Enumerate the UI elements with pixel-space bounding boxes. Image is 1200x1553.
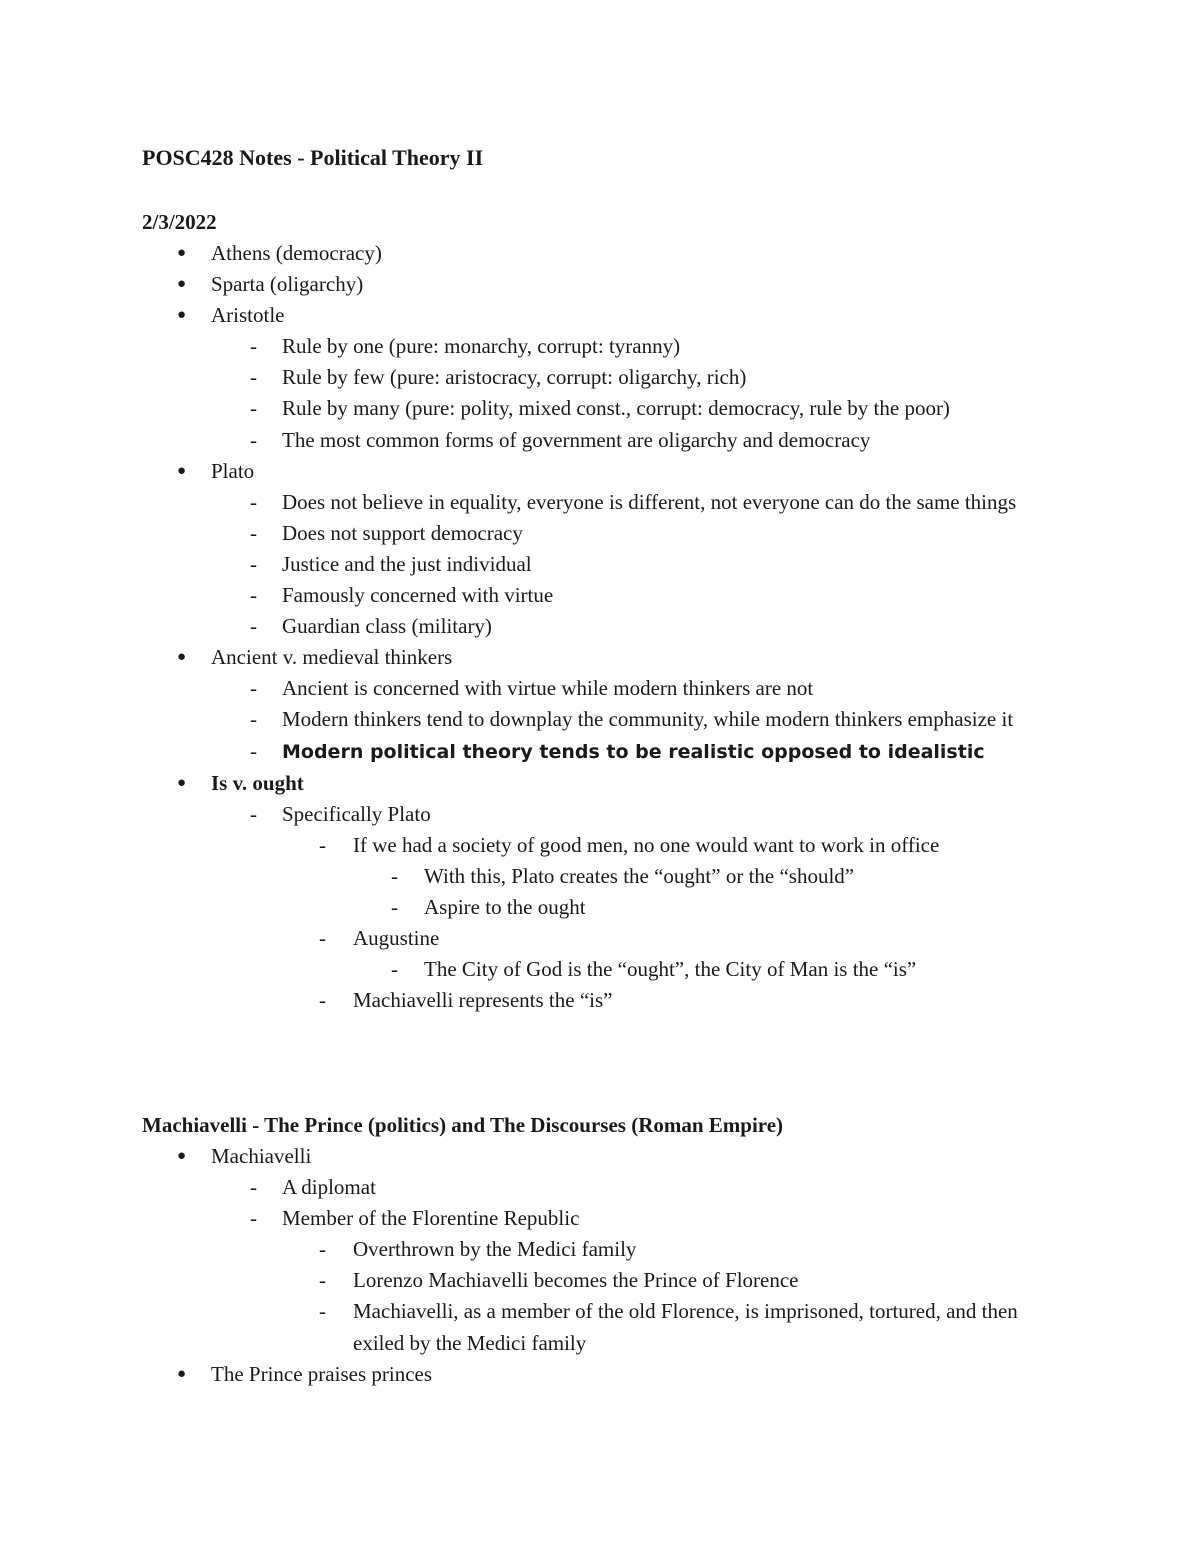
list-item <box>0 799 1072 830</box>
list-item <box>0 642 1071 673</box>
list-item <box>0 1359 1071 1390</box>
list-item-text: Does not believe in equality, everyone is different, not everyone can do the same things <box>282 489 1017 514</box>
list-item-text: The City of God is the “ought”, the City of Man is the “is” <box>424 957 917 982</box>
list-item <box>0 736 1072 768</box>
dash-icon: - <box>250 583 257 608</box>
list-item-text: Is v. ought <box>211 770 304 795</box>
list-item <box>0 425 1072 456</box>
bullet-icon: ● <box>177 1148 187 1164</box>
list-item <box>0 861 1074 892</box>
section-notes-list <box>0 1141 1200 1390</box>
note-date: 2/3/2022 <box>142 210 217 234</box>
dash-icon: - <box>250 334 257 359</box>
bullet-icon: ● <box>177 774 187 791</box>
bullet-icon: ● <box>177 462 187 479</box>
list-item <box>0 1265 1073 1296</box>
notes-list <box>0 238 1200 1016</box>
list-item-text: Modern thinkers tend to downplay the community, while modern thinkers emphasize it <box>282 707 1014 732</box>
list-item <box>0 1141 1071 1172</box>
list-item-text: Member of the Florentine Republic <box>282 1206 580 1231</box>
list-item <box>0 923 1073 954</box>
list-item-text: Modern political theory tends to be realistic opposed to idealistic <box>282 740 985 763</box>
list-item <box>0 518 1072 549</box>
list-item <box>0 580 1072 611</box>
list-item-text: Overthrown by the Medici family <box>353 1237 637 1262</box>
list-item-text: Aristotle <box>211 303 285 328</box>
list-item-text: Rule by few (pure: aristocracy, corrupt: oligarchy, rich) <box>282 365 747 390</box>
list-item <box>0 393 1072 424</box>
list-item <box>0 331 1072 362</box>
list-item <box>0 1203 1072 1234</box>
dash-icon: - <box>319 1299 326 1324</box>
dash-icon: - <box>391 957 398 982</box>
bullet-icon: ● <box>177 245 187 261</box>
dash-icon: - <box>319 1268 326 1293</box>
dash-icon: - <box>391 863 398 888</box>
list-item-text: Guardian class (military) <box>282 614 492 639</box>
dash-icon: - <box>250 427 257 452</box>
list-item <box>0 1234 1073 1265</box>
bullet-icon: ● <box>177 1365 187 1382</box>
list-item-text: Rule by one (pure: monarchy, corrupt: tyranny) <box>282 334 681 359</box>
list-item-text: Famously concerned with virtue <box>282 583 554 608</box>
dash-icon: - <box>250 1175 257 1200</box>
dash-icon: - <box>250 396 257 421</box>
list-item-text: Specifically Plato <box>282 801 431 826</box>
dash-icon: - <box>250 614 257 639</box>
list-item-text: Machiavelli <box>211 1144 312 1168</box>
dash-icon: - <box>250 738 257 763</box>
list-item-text: Ancient v. medieval thinkers <box>211 645 453 670</box>
list-item <box>0 1296 1073 1358</box>
dash-icon: - <box>319 832 326 857</box>
dash-icon: - <box>250 520 257 545</box>
list-item-text: Ancient is concerned with virtue while modern thinkers are not <box>282 676 814 701</box>
list-item <box>0 892 1074 923</box>
list-item-text: The most common forms of government are oligarchy and democracy <box>282 427 871 452</box>
dash-icon: - <box>250 707 257 732</box>
list-item-text: Athens (democracy) <box>211 241 382 265</box>
bullet-icon: ● <box>177 649 187 666</box>
list-item-text: A diplomat <box>282 1175 376 1200</box>
list-item-text: Augustine <box>353 926 440 951</box>
dash-icon: - <box>250 365 257 390</box>
list-item-text: If we had a society of good men, no one would want to work in office <box>353 832 940 857</box>
document-title: POSC428 Notes - Political Theory II <box>142 145 484 170</box>
list-item <box>0 549 1072 580</box>
list-item-text: Does not support democracy <box>282 520 523 545</box>
dash-icon: - <box>319 988 326 1013</box>
dash-icon: - <box>250 1206 257 1231</box>
list-item-text: Machiavelli, as a member of the old Florence, is imprisoned, tortured, and then exiled by the Medici family <box>353 1299 1018 1355</box>
dash-icon: - <box>319 1237 326 1262</box>
list-item-text: Justice and the just individual <box>282 551 532 576</box>
list-item <box>0 830 1073 861</box>
dash-icon: - <box>391 894 398 919</box>
dash-icon: - <box>250 489 257 514</box>
dash-icon: - <box>319 926 326 951</box>
bullet-icon: ● <box>177 307 187 324</box>
list-item-text: Plato <box>211 458 255 483</box>
list-item-text: Rule by many (pure: polity, mixed const., corrupt: democracy, rule by the poor) <box>282 396 950 421</box>
list-item-text: Machiavelli represents the “is” <box>353 988 613 1013</box>
dash-icon: - <box>250 676 257 701</box>
list-item-text: Lorenzo Machiavelli becomes the Prince of Florence <box>353 1268 799 1293</box>
list-item <box>0 673 1072 704</box>
list-item-text: Sparta (oligarchy) <box>211 272 364 297</box>
list-item <box>0 954 1074 985</box>
list-item <box>0 768 1071 799</box>
bullet-icon: ● <box>177 276 187 293</box>
section-heading: Machiavelli - The Prince (politics) and The Discourses (Roman Empire) <box>142 1113 784 1137</box>
list-item <box>0 238 1071 269</box>
list-item <box>0 985 1073 1016</box>
dash-icon: - <box>250 551 257 576</box>
list-item-text: Aspire to the ought <box>424 894 586 919</box>
list-item <box>0 456 1071 487</box>
list-item-text: With this, Plato creates the “ought” or the “should” <box>424 863 855 888</box>
list-item <box>0 1172 1072 1203</box>
list-item-text: The Prince praises princes <box>211 1361 433 1386</box>
dash-icon: - <box>250 801 257 826</box>
list-item <box>0 362 1072 393</box>
list-item <box>0 300 1071 331</box>
list-item <box>0 269 1071 300</box>
list-item <box>0 704 1072 735</box>
list-item <box>0 487 1072 518</box>
list-item <box>0 611 1072 642</box>
